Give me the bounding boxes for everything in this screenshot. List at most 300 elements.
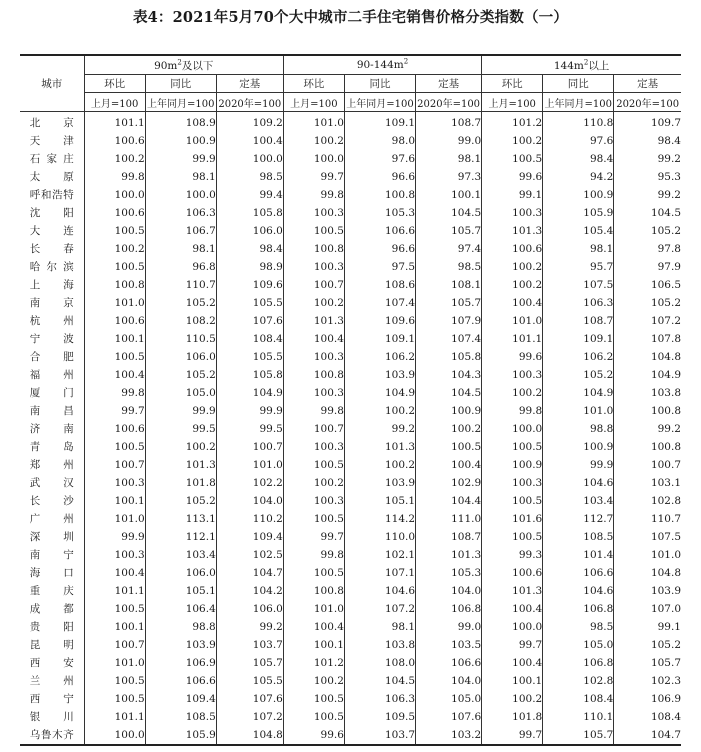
- index-value-cell: 101.0: [84, 510, 145, 528]
- index-value-cell: 104.6: [543, 582, 614, 600]
- city-cell: [20, 348, 84, 366]
- sub-header-fixed-base: 定基: [416, 75, 482, 93]
- sub-header-yoy: 同比: [145, 75, 216, 93]
- index-value-cell: 98.1: [543, 240, 614, 258]
- city-name: 广 州: [29, 513, 74, 525]
- index-value-cell: 100.8: [614, 402, 681, 420]
- index-value-cell: 100.4: [84, 366, 145, 384]
- index-value-cell: 99.8: [283, 186, 344, 204]
- index-value-cell: 102.1: [344, 546, 415, 564]
- index-value-cell: 94.2: [543, 168, 614, 186]
- index-value-cell: 101.2: [283, 654, 344, 672]
- index-value-cell: 108.6: [344, 276, 415, 294]
- base-header-prev-month: 上月=100: [84, 93, 145, 112]
- index-value-cell: 100.2: [84, 240, 145, 258]
- index-value-cell: 99.4: [216, 186, 283, 204]
- table-row: [20, 492, 681, 510]
- index-value-cell: 100.0: [283, 150, 344, 168]
- index-value-cell: 103.1: [614, 474, 681, 492]
- index-value-cell: 102.8: [614, 492, 681, 510]
- index-value-cell: 109.1: [344, 330, 415, 348]
- index-value-cell: 104.4: [416, 492, 482, 510]
- index-value-cell: 106.6: [344, 222, 415, 240]
- index-value-cell: 99.8: [283, 546, 344, 564]
- city-cell: [20, 474, 84, 492]
- index-value-cell: 100.3: [482, 474, 543, 492]
- city-name: 长 春: [29, 243, 74, 255]
- index-value-cell: 100.2: [482, 690, 543, 708]
- index-value-cell: 98.4: [614, 132, 681, 150]
- city-name: 太 原: [29, 171, 74, 183]
- table-row: [20, 528, 681, 546]
- index-value-cell: 99.2: [614, 420, 681, 438]
- city-cell: [20, 528, 84, 546]
- index-value-cell: 101.6: [482, 510, 543, 528]
- index-value-cell: 101.1: [84, 112, 145, 133]
- city-cell: [20, 582, 84, 600]
- index-value-cell: 101.3: [283, 312, 344, 330]
- city-name: 重 庆: [29, 585, 74, 597]
- table-row: [20, 726, 681, 745]
- index-value-cell: 100.6: [84, 420, 145, 438]
- index-value-cell: 99.6: [482, 168, 543, 186]
- city-name: 武 汉: [29, 477, 74, 489]
- city-name: 石家庄: [29, 153, 74, 165]
- index-value-cell: 104.9: [216, 384, 283, 402]
- index-value-cell: 108.7: [543, 312, 614, 330]
- index-value-cell: 106.0: [145, 348, 216, 366]
- index-value-cell: 110.7: [145, 276, 216, 294]
- index-value-cell: 100.2: [84, 150, 145, 168]
- city-name: 西 宁: [29, 693, 74, 705]
- base-header-prev-year: 上年同月=100: [543, 93, 614, 112]
- index-value-cell: 100.3: [283, 384, 344, 402]
- index-value-cell: 103.4: [543, 492, 614, 510]
- index-value-cell: 102.5: [216, 546, 283, 564]
- table-row: [20, 276, 681, 294]
- index-value-cell: 103.9: [344, 366, 415, 384]
- index-value-cell: 100.2: [283, 672, 344, 690]
- index-value-cell: 100.1: [482, 672, 543, 690]
- index-value-cell: 101.3: [482, 582, 543, 600]
- index-value-cell: 99.5: [145, 420, 216, 438]
- index-value-cell: 100.7: [283, 276, 344, 294]
- index-value-cell: 99.0: [416, 132, 482, 150]
- city-cell: [20, 330, 84, 348]
- table-row: [20, 168, 681, 186]
- index-value-cell: 101.8: [482, 708, 543, 726]
- index-value-cell: 106.0: [216, 222, 283, 240]
- index-value-cell: 106.3: [145, 204, 216, 222]
- city-cell: [20, 222, 84, 240]
- index-value-cell: 105.9: [543, 204, 614, 222]
- city-column-header: 城市: [20, 55, 84, 112]
- city-cell: [20, 726, 84, 745]
- index-value-cell: 100.4: [216, 132, 283, 150]
- index-value-cell: 109.7: [614, 112, 681, 133]
- index-value-cell: 99.1: [614, 618, 681, 636]
- index-value-cell: 99.8: [482, 402, 543, 420]
- index-value-cell: 105.7: [416, 222, 482, 240]
- index-value-cell: 99.2: [216, 618, 283, 636]
- city-cell: [20, 240, 84, 258]
- city-cell: [20, 186, 84, 204]
- index-value-cell: 101.1: [84, 582, 145, 600]
- index-value-cell: 100.5: [84, 348, 145, 366]
- index-value-cell: 108.5: [543, 528, 614, 546]
- index-value-cell: 114.2: [344, 510, 415, 528]
- index-value-cell: 100.5: [416, 438, 482, 456]
- index-value-cell: 100.1: [84, 492, 145, 510]
- index-value-cell: 102.9: [416, 474, 482, 492]
- index-value-cell: 99.9: [145, 150, 216, 168]
- city-name: 海 口: [29, 567, 74, 579]
- index-value-cell: 100.3: [84, 546, 145, 564]
- sub-header-mom: 环比: [482, 75, 543, 93]
- index-value-cell: 110.8: [543, 112, 614, 133]
- index-value-cell: 106.6: [416, 654, 482, 672]
- index-value-cell: 95.3: [614, 168, 681, 186]
- index-value-cell: 100.0: [84, 186, 145, 204]
- index-value-cell: 105.7: [416, 294, 482, 312]
- index-value-cell: 106.4: [145, 600, 216, 618]
- index-value-cell: 103.5: [416, 636, 482, 654]
- index-value-cell: 101.3: [344, 438, 415, 456]
- index-value-cell: 101.2: [482, 112, 543, 133]
- index-value-cell: 100.1: [416, 186, 482, 204]
- index-value-cell: 105.7: [216, 654, 283, 672]
- index-value-cell: 99.9: [145, 402, 216, 420]
- index-value-cell: 106.6: [543, 564, 614, 582]
- index-value-cell: 106.0: [145, 564, 216, 582]
- index-value-cell: 100.9: [482, 456, 543, 474]
- index-value-cell: 100.6: [84, 312, 145, 330]
- index-value-cell: 100.0: [482, 618, 543, 636]
- group-label-main: 144m: [553, 59, 584, 72]
- index-value-cell: 110.5: [145, 330, 216, 348]
- base-header-2020: 2020年=100: [216, 93, 283, 112]
- group-header-small: [84, 55, 283, 75]
- group-header-medium: [283, 55, 481, 75]
- index-value-cell: 100.2: [482, 132, 543, 150]
- index-value-cell: 100.8: [283, 366, 344, 384]
- index-value-cell: 96.6: [344, 168, 415, 186]
- index-value-cell: 100.3: [482, 366, 543, 384]
- index-value-cell: 103.7: [216, 636, 283, 654]
- index-value-cell: 97.6: [543, 132, 614, 150]
- index-value-cell: 100.4: [482, 294, 543, 312]
- index-value-cell: 107.5: [543, 276, 614, 294]
- index-value-cell: 108.9: [145, 112, 216, 133]
- index-value-cell: 105.3: [344, 204, 415, 222]
- index-value-cell: 100.5: [482, 492, 543, 510]
- index-value-cell: 98.5: [543, 618, 614, 636]
- index-value-cell: 104.8: [614, 564, 681, 582]
- index-value-cell: 100.4: [416, 456, 482, 474]
- index-value-cell: 103.2: [416, 726, 482, 745]
- base-header-prev-year: 上年同月=100: [145, 93, 216, 112]
- city-cell: [20, 636, 84, 654]
- index-value-cell: 100.9: [543, 438, 614, 456]
- table-row: [20, 456, 681, 474]
- index-value-cell: 104.6: [543, 474, 614, 492]
- table-row: [20, 438, 681, 456]
- index-value-cell: 107.6: [216, 690, 283, 708]
- table-row: [20, 654, 681, 672]
- index-value-cell: 107.6: [216, 312, 283, 330]
- index-value-cell: 107.5: [614, 528, 681, 546]
- index-value-cell: 97.4: [416, 240, 482, 258]
- index-value-cell: 95.7: [543, 258, 614, 276]
- index-value-cell: 109.4: [216, 528, 283, 546]
- index-value-cell: 108.7: [416, 112, 482, 133]
- index-value-cell: 105.5: [216, 294, 283, 312]
- index-value-cell: 100.5: [283, 708, 344, 726]
- index-value-cell: 104.7: [216, 564, 283, 582]
- table-row: [20, 636, 681, 654]
- index-value-cell: 105.1: [145, 582, 216, 600]
- index-value-cell: 108.7: [416, 528, 482, 546]
- price-index-table: [20, 54, 681, 746]
- index-value-cell: 102.3: [614, 672, 681, 690]
- index-value-cell: 100.2: [344, 402, 415, 420]
- index-value-cell: 99.2: [344, 420, 415, 438]
- index-value-cell: 99.9: [84, 528, 145, 546]
- index-value-cell: 103.9: [344, 474, 415, 492]
- index-value-cell: 108.4: [216, 330, 283, 348]
- index-value-cell: 104.8: [216, 726, 283, 745]
- table-row: [20, 402, 681, 420]
- index-value-cell: 103.8: [614, 384, 681, 402]
- city-name: 杭 州: [29, 315, 74, 327]
- index-value-cell: 99.1: [482, 186, 543, 204]
- index-value-cell: 100.0: [145, 186, 216, 204]
- index-value-cell: 100.5: [84, 672, 145, 690]
- index-value-cell: 108.1: [416, 276, 482, 294]
- index-value-cell: 100.3: [283, 438, 344, 456]
- city-cell: [20, 204, 84, 222]
- index-value-cell: 100.3: [283, 348, 344, 366]
- index-value-cell: 104.0: [416, 582, 482, 600]
- index-value-cell: 109.2: [216, 112, 283, 133]
- index-value-cell: 100.5: [283, 510, 344, 528]
- city-cell: [20, 384, 84, 402]
- base-header-2020: 2020年=100: [416, 93, 482, 112]
- index-value-cell: 111.0: [416, 510, 482, 528]
- index-value-cell: 106.3: [344, 690, 415, 708]
- index-value-cell: 98.8: [543, 420, 614, 438]
- table-row: [20, 150, 681, 168]
- index-value-cell: 104.6: [344, 582, 415, 600]
- city-cell: [20, 276, 84, 294]
- index-value-cell: 100.7: [84, 636, 145, 654]
- city-cell: [20, 672, 84, 690]
- table-row: [20, 384, 681, 402]
- table-row: [20, 132, 681, 150]
- index-value-cell: 103.9: [614, 582, 681, 600]
- table-row: [20, 600, 681, 618]
- index-value-cell: 100.2: [482, 384, 543, 402]
- index-value-cell: 98.1: [145, 240, 216, 258]
- index-value-cell: 100.8: [614, 438, 681, 456]
- index-value-cell: 96.8: [145, 258, 216, 276]
- index-value-cell: 107.8: [614, 330, 681, 348]
- index-value-cell: 104.5: [416, 204, 482, 222]
- city-cell: [20, 420, 84, 438]
- index-value-cell: 99.7: [482, 726, 543, 745]
- index-value-cell: 100.2: [145, 438, 216, 456]
- index-value-cell: 105.5: [216, 672, 283, 690]
- index-value-cell: 101.1: [84, 708, 145, 726]
- index-value-cell: 97.8: [614, 240, 681, 258]
- index-value-cell: 98.1: [145, 168, 216, 186]
- index-value-cell: 104.9: [344, 384, 415, 402]
- city-name: 宁 波: [29, 333, 74, 345]
- index-value-cell: 105.8: [216, 204, 283, 222]
- index-value-cell: 100.5: [283, 690, 344, 708]
- city-name: 成 都: [29, 603, 74, 615]
- index-value-cell: 105.4: [543, 222, 614, 240]
- index-value-cell: 100.2: [283, 132, 344, 150]
- index-value-cell: 100.7: [84, 456, 145, 474]
- index-value-cell: 100.5: [482, 150, 543, 168]
- city-name: 哈尔滨: [29, 261, 74, 273]
- index-value-cell: 104.3: [416, 366, 482, 384]
- city-name: 沈 阳: [29, 207, 74, 219]
- index-value-cell: 101.3: [416, 546, 482, 564]
- group-label-tail: 以上: [588, 59, 610, 72]
- index-value-cell: 100.5: [84, 600, 145, 618]
- index-value-cell: 99.6: [482, 348, 543, 366]
- index-value-cell: 107.9: [416, 312, 482, 330]
- table-row: [20, 240, 681, 258]
- index-value-cell: 104.8: [614, 348, 681, 366]
- table-row: [20, 258, 681, 276]
- index-value-cell: 99.2: [614, 186, 681, 204]
- index-value-cell: 109.6: [216, 276, 283, 294]
- index-value-cell: 100.6: [84, 204, 145, 222]
- index-value-cell: 100.1: [84, 330, 145, 348]
- city-name: 北 京: [29, 117, 74, 129]
- base-header-2020: 2020年=100: [614, 93, 681, 112]
- index-value-cell: 100.3: [283, 492, 344, 510]
- index-value-cell: 96.6: [344, 240, 415, 258]
- index-value-cell: 100.3: [283, 204, 344, 222]
- sub-header-mom: 环比: [283, 75, 344, 93]
- group-label-sup: 2: [583, 58, 589, 66]
- index-value-cell: 98.4: [543, 150, 614, 168]
- index-value-cell: 99.3: [482, 546, 543, 564]
- index-value-cell: 110.2: [216, 510, 283, 528]
- table-row: [20, 510, 681, 528]
- index-value-cell: 100.6: [482, 240, 543, 258]
- index-value-cell: 104.9: [614, 366, 681, 384]
- index-value-cell: 107.2: [216, 708, 283, 726]
- index-value-cell: 100.0: [482, 420, 543, 438]
- index-value-cell: 105.7: [614, 654, 681, 672]
- index-value-cell: 109.6: [344, 312, 415, 330]
- sub-header-yoy: 同比: [344, 75, 415, 93]
- city-cell: [20, 690, 84, 708]
- city-cell: [20, 168, 84, 186]
- index-value-cell: 100.5: [482, 528, 543, 546]
- table-row: [20, 112, 681, 133]
- index-value-cell: 109.1: [543, 330, 614, 348]
- index-value-cell: 101.3: [145, 456, 216, 474]
- index-value-cell: 102.2: [216, 474, 283, 492]
- index-value-cell: 106.7: [145, 222, 216, 240]
- index-value-cell: 99.2: [614, 150, 681, 168]
- index-value-cell: 105.2: [614, 222, 681, 240]
- index-value-cell: 99.7: [482, 636, 543, 654]
- city-cell: [20, 112, 84, 133]
- table-row: [20, 672, 681, 690]
- index-value-cell: 100.4: [482, 600, 543, 618]
- index-value-cell: 100.5: [84, 690, 145, 708]
- index-value-cell: 105.0: [543, 636, 614, 654]
- index-value-cell: 103.7: [344, 726, 415, 745]
- index-value-cell: 108.4: [614, 708, 681, 726]
- city-cell: [20, 456, 84, 474]
- index-value-cell: 98.5: [416, 258, 482, 276]
- index-value-cell: 97.6: [344, 150, 415, 168]
- index-value-cell: 99.7: [84, 402, 145, 420]
- index-value-cell: 100.2: [482, 276, 543, 294]
- index-value-cell: 105.2: [145, 492, 216, 510]
- index-value-cell: 100.8: [84, 276, 145, 294]
- city-name: 兰 州: [29, 675, 74, 687]
- index-value-cell: 98.1: [344, 618, 415, 636]
- city-cell: [20, 618, 84, 636]
- table-row: [20, 186, 681, 204]
- table-row: [20, 312, 681, 330]
- index-value-cell: 101.0: [283, 600, 344, 618]
- city-name: 南 宁: [29, 549, 74, 561]
- index-value-cell: 106.0: [216, 600, 283, 618]
- index-value-cell: 100.6: [84, 132, 145, 150]
- table-row: [20, 420, 681, 438]
- index-value-cell: 103.4: [145, 546, 216, 564]
- index-value-cell: 106.2: [344, 348, 415, 366]
- index-value-cell: 106.6: [145, 672, 216, 690]
- index-value-cell: 106.8: [543, 600, 614, 618]
- index-value-cell: 108.0: [344, 654, 415, 672]
- index-value-cell: 109.5: [344, 708, 415, 726]
- index-value-cell: 100.7: [216, 438, 283, 456]
- city-cell: [20, 150, 84, 168]
- base-header-prev-year: 上年同月=100: [344, 93, 415, 112]
- index-value-cell: 104.5: [416, 384, 482, 402]
- group-header-large: [482, 55, 681, 75]
- index-value-cell: 99.8: [283, 402, 344, 420]
- index-value-cell: 107.4: [416, 330, 482, 348]
- index-value-cell: 100.0: [84, 726, 145, 745]
- city-cell: [20, 258, 84, 276]
- index-value-cell: 100.1: [84, 618, 145, 636]
- city-cell: [20, 708, 84, 726]
- index-value-cell: 99.7: [283, 528, 344, 546]
- index-value-cell: 104.9: [543, 384, 614, 402]
- index-value-cell: 110.1: [543, 708, 614, 726]
- index-value-cell: 101.4: [543, 546, 614, 564]
- city-name: 呼和浩特: [29, 189, 74, 201]
- index-value-cell: 100.8: [344, 186, 415, 204]
- city-cell: [20, 510, 84, 528]
- index-value-cell: 105.8: [216, 366, 283, 384]
- index-value-cell: 105.2: [145, 294, 216, 312]
- index-value-cell: 106.3: [543, 294, 614, 312]
- index-value-cell: 98.8: [145, 618, 216, 636]
